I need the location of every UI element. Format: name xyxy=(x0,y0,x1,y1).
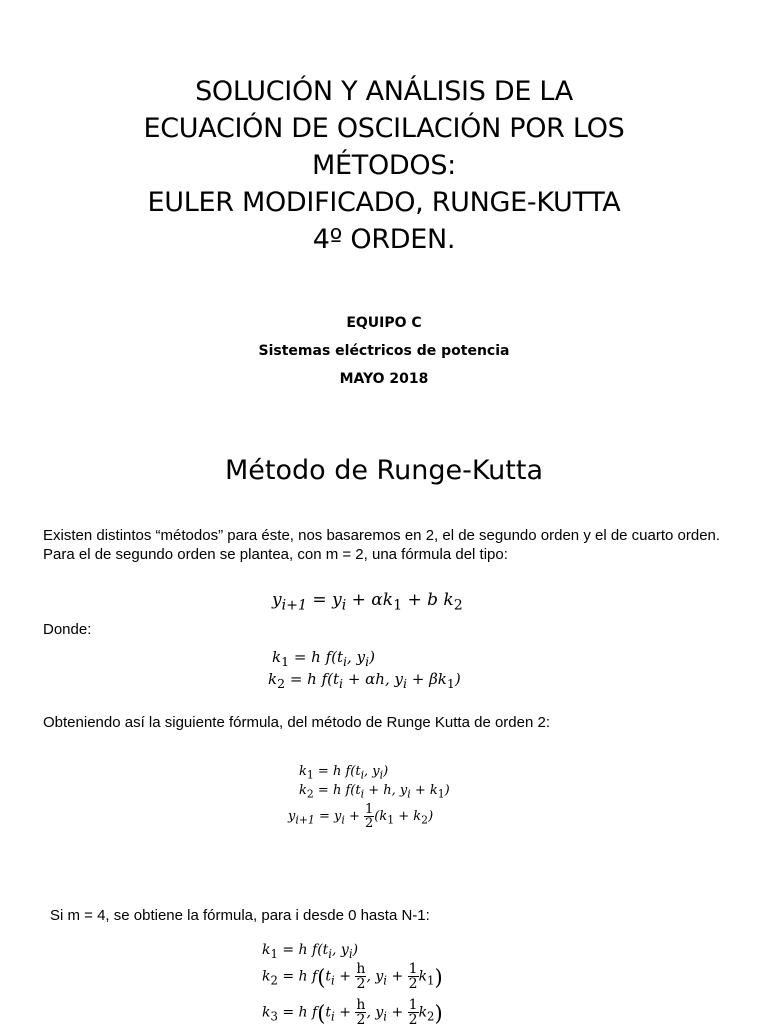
order4-k3: $k_3 = h$ $f(t_i$ + $\frac{h}{2}$ , $y_i$ + $\frac{1}{2}$ $k_2$) xyxy=(262,997,443,1028)
k1-definition: $k_1 = h$ $f(t_i$, $y_i$) xyxy=(272,648,375,669)
intro-paragraph: Existen distintos “métodos” para éste, nos basaremos en 2, el de segundo orden y el de cuarto orden. Para el de segundo orden se plantea, con m = 2, una fórmula del tipo: xyxy=(43,527,721,563)
order2-k1: $k_1 = h$ $f(t_i$, $y_i$) xyxy=(299,764,389,782)
order2-paragraph: Obteniendo así la siguiente fórmula, del método de Runge Kutta de orden 2: xyxy=(43,714,551,731)
order4-k2: $k_2 = h$ $f(t_i$ + $\frac{h}{2}$ , $y_i$ + $\frac{1}{2}$ $k_1$) xyxy=(262,961,443,992)
title-line-4: EULER MODIFICADO, RUNGE-KUTTA xyxy=(147,187,621,218)
k2-definition: $k_2 = h$ $f(t_i + \alpha h$, $y_i + \beta k_1$) xyxy=(268,670,461,691)
document-title xyxy=(0,73,768,258)
title-line-1: SOLUCIÓN Y ANÁLISIS DE LA xyxy=(195,76,573,107)
course-name: Sistemas eléctricos de potencia xyxy=(258,343,510,359)
date-label: MAYO 2018 xyxy=(339,371,429,387)
title-line-5: 4º ORDEN. xyxy=(312,224,456,255)
order2-k2: $k_2 = h$ $f(t_i + h$, $y_i + k_1$) xyxy=(299,783,450,801)
title-line-3: MÉTODOS: xyxy=(312,150,456,181)
order4-paragraph: Si m = 4, se obtiene la fórmula, para i desde 0 hasta N-1: xyxy=(50,907,430,924)
order4-k1: $k_1 = h$ $f(t_i$, $y_i$) xyxy=(262,942,359,961)
donde-label: Donde: xyxy=(43,621,92,638)
title-line-2: ECUACIÓN DE OSCILACIÓN POR LOS xyxy=(143,113,625,144)
team-name: EQUIPO C xyxy=(346,315,422,331)
order2-yi1: $y_{i+1} = y_i$ + $\frac{1}{2}$ $(k_1 + k_2)$ xyxy=(288,802,434,831)
general-formula: $y_{i+1} = y_i + \alpha k_1 + b$ $k_2$ xyxy=(272,590,463,614)
section-title: Método de Runge-Kutta xyxy=(224,455,544,486)
